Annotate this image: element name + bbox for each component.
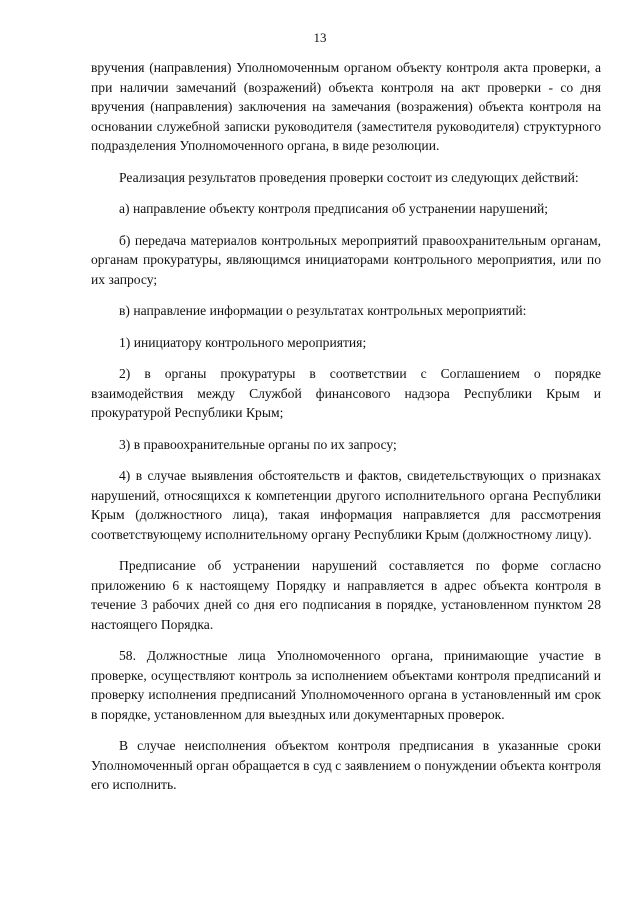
- paragraph-item-1: 1) инициатору контрольного мероприятия;: [119, 334, 367, 350]
- paragraph-continuation: вручения (направления) Уполномоченным органом объекту контроля акта проверки, а при наличии замечаний (возражений) объекта контроля на акт проверки - со дня вручения (направления) заключения на замечания (возражения) объекта контроля на основании служебной записки руководителя (заместителя руководителя) структурного подразделения Уполномоченного органа, в виде резолюции.: [91, 60, 601, 153]
- paragraph-item-4: 4) в случае выявления обстоятельств и фактов, свидетельствующих о признаках нарушений, относящихся к компетенции другого исполнительного органа Республики Крым (должностного лица), такая информация направляется для рассмотрения соответствующему исполнительному органу Республики Крым (должностному лицу).: [91, 468, 601, 542]
- paragraph-item-2: 2) в органы прокуратуры в соответствии с Соглашением о порядке взаимодействия между Службой финансового надзора Республики Крым и прокуратурой Республики Крым;: [91, 366, 601, 420]
- page-number: 13: [313, 30, 327, 45]
- paragraph-implementation-intro: Реализация результатов проведения проверки состоит из следующих действий:: [119, 169, 579, 185]
- paragraph-non-compliance: В случае неисполнения объектом контроля предписания в указанные сроки Уполномоченный орган обращается в суд с заявлением о понуждении объекта контроля его исполнить.: [91, 738, 601, 792]
- paragraph-item-a: а) направление объекту контроля предписания об устранении нарушений;: [119, 201, 549, 216]
- paragraph-item-b: б) передача материалов контрольных мероприятий правоохранительным органам, органам прокуратуры, являющимся инициаторами контрольного мероприятия, или по их запросу;: [91, 232, 601, 287]
- paragraph-item-3: 3) в правоохранительные органы по их запросу;: [119, 436, 397, 452]
- paragraph-item-v: в) направление информации о результатах контрольных мероприятий:: [119, 303, 527, 318]
- paragraph-58: 58. Должностные лица Уполномоченного органа, принимающие участие в проверке, осуществляют контроль за исполнением объектами контроля предписаний и проверку исполнения предписаний Уполномоченного органа в установленный им срок в порядке, установленном для выездных или документарных проверок.: [91, 648, 601, 722]
- document-body: [91, 58, 601, 795]
- paragraph-prescription: Предписание об устранении нарушений составляется по форме согласно приложению 6 к настоящему Порядку и направляется в адрес объекта контроля в течение 3 рабочих дней со дня его подписания в порядке, установленном пунктом 28 настоящего Порядка.: [91, 558, 601, 632]
